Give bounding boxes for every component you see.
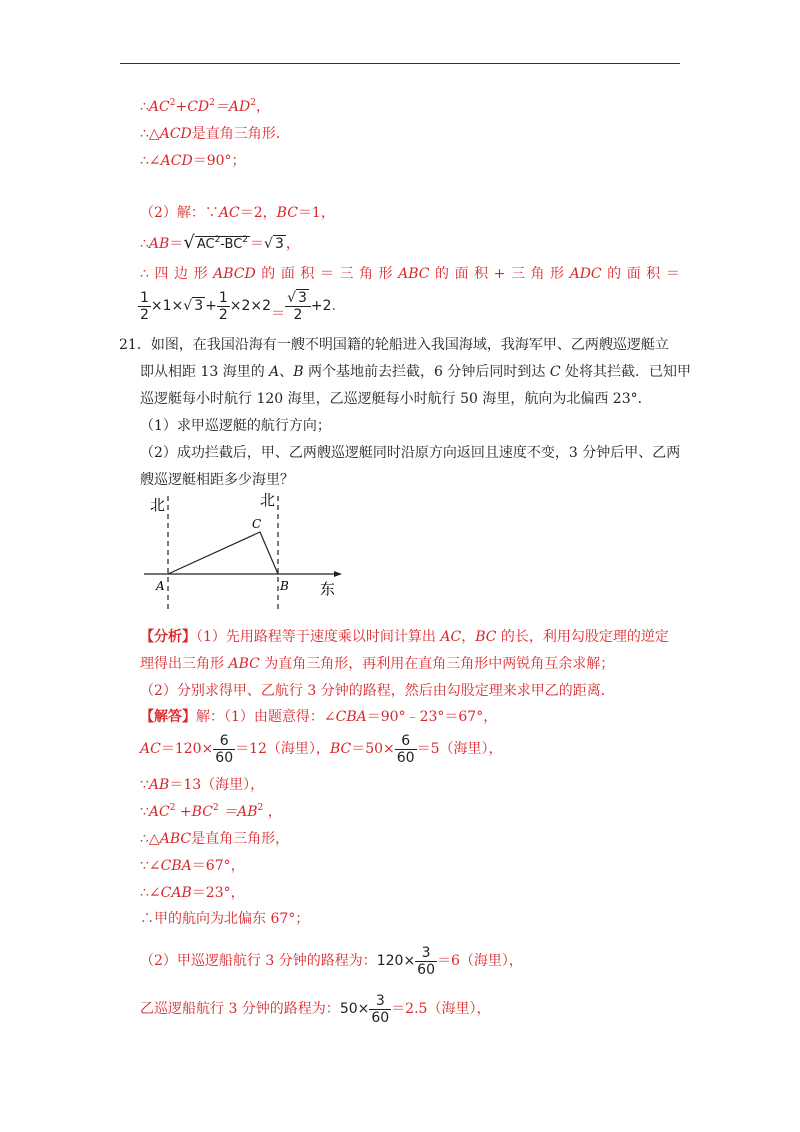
line-acd-right-triangle: ∴△ACD是直角三角形． xyxy=(140,126,290,142)
line-area-statement: ∴ 四 边 形 ABCD 的 面 积 ＝ 三 角 形 ABC 的 面 积 + 三 角 形 ADC 的 面 积 ＝ xyxy=(140,266,680,282)
line-angle-acd: ∴∠ACD＝90°； xyxy=(140,153,246,169)
solution-line-5: ∴△ABC是直角三角形， xyxy=(140,831,290,847)
navigation-figure xyxy=(130,488,360,618)
solution-line-4: $\because AC^2 +BC^2 =AB^2$ ， xyxy=(140,803,282,820)
problem-line-1: 21．如图，在我国沿海有一艘不明国籍的轮船进入我国海域，我海军甲、乙两艘巡逻艇立 xyxy=(119,337,669,353)
solution-line-6: ∵∠CBA＝67°， xyxy=(140,858,245,874)
problem-line-2: 即从相距 13 海里的 A、B 两个基地前去拦截，6 分钟后同时到达 C 处将其拦截．已知甲 xyxy=(140,364,692,380)
north-label-b: 北 xyxy=(260,491,276,509)
triangle-path xyxy=(168,532,278,574)
solution-line-8: ∴甲的航向为北偏东 67°； xyxy=(140,911,310,927)
solution-line-9: （2）甲巡逻船航行 3 分钟的路程为：120× $\frac{3}{60}$ ＝6（海里）， xyxy=(140,944,523,978)
east-label: 东 xyxy=(320,580,336,598)
question-1: （1）求甲巡逻艇的航行方向； xyxy=(140,418,331,434)
solution-line-2: AC＝120× $\frac{6}{60}$ ＝12（海里），BC＝50× $\frac{6}{60}$ ＝5（海里）， xyxy=(140,732,503,766)
question-2-line-2: 艘巡逻艇相距多少海里？ xyxy=(140,472,294,488)
analysis-line-2: 理得出三角形 ABC 为直角三角形，再利用在直角三角形中两锐角互余求解； xyxy=(140,656,615,672)
analysis-line-3: （2）分别求得甲、乙航行 3 分钟的路程，然后由勾股定理来求甲乙的距离． xyxy=(140,683,615,699)
header-rule xyxy=(120,63,680,64)
line-area-formula: $\frac{1}{2}$ ×1×√ 3 + $\frac{1}{2}$ ×2×2＝ $\frac{√ 3}{2}$ +2． xyxy=(140,289,346,323)
solution-line-7: ∴∠CAB＝23°， xyxy=(140,885,245,901)
point-c-label: C xyxy=(252,517,262,531)
point-b-label: B xyxy=(280,579,289,593)
east-arrow-icon xyxy=(334,571,342,577)
solution-line-3: ∵AB＝13（海里）， xyxy=(140,777,265,793)
analysis-line-1: 【分析】（1）先用路程等于速度乘以时间计算出 AC，BC 的长，利用勾股定理的逆定 xyxy=(140,629,669,645)
solution-line-1: 【解答】解：（1）由题意得：∠CBA＝90°﹣23°＝67°， xyxy=(140,709,498,725)
north-label-a: 北 xyxy=(150,496,166,514)
solution-line-10: 乙巡逻船航行 3 分钟的路程为：50× $\frac{3}{60}$ ＝2.5（海里）， xyxy=(140,992,491,1026)
point-a-label: A xyxy=(156,579,165,593)
line-part2-given: （2）解：∵AC＝2，BC＝1， xyxy=(140,205,335,221)
question-2-line-1: （2）成功拦截后，甲、乙两艘巡逻艇同时沿原方向返回且速度不变，3 分钟后甲、乙两 xyxy=(140,445,681,461)
problem-line-3: 巡逻艇每小时航行 120 海里，乙巡逻艇每小时航行 50 海里，航向为北偏西 23°． xyxy=(140,391,652,407)
line-ab-sqrt: ∴AB＝√ $AC^2-BC^2$ ＝√ 3 ， xyxy=(140,232,300,253)
line-ac-cd-ad: $\therefore AC^2+CD^2=AD^2$， xyxy=(140,98,270,115)
